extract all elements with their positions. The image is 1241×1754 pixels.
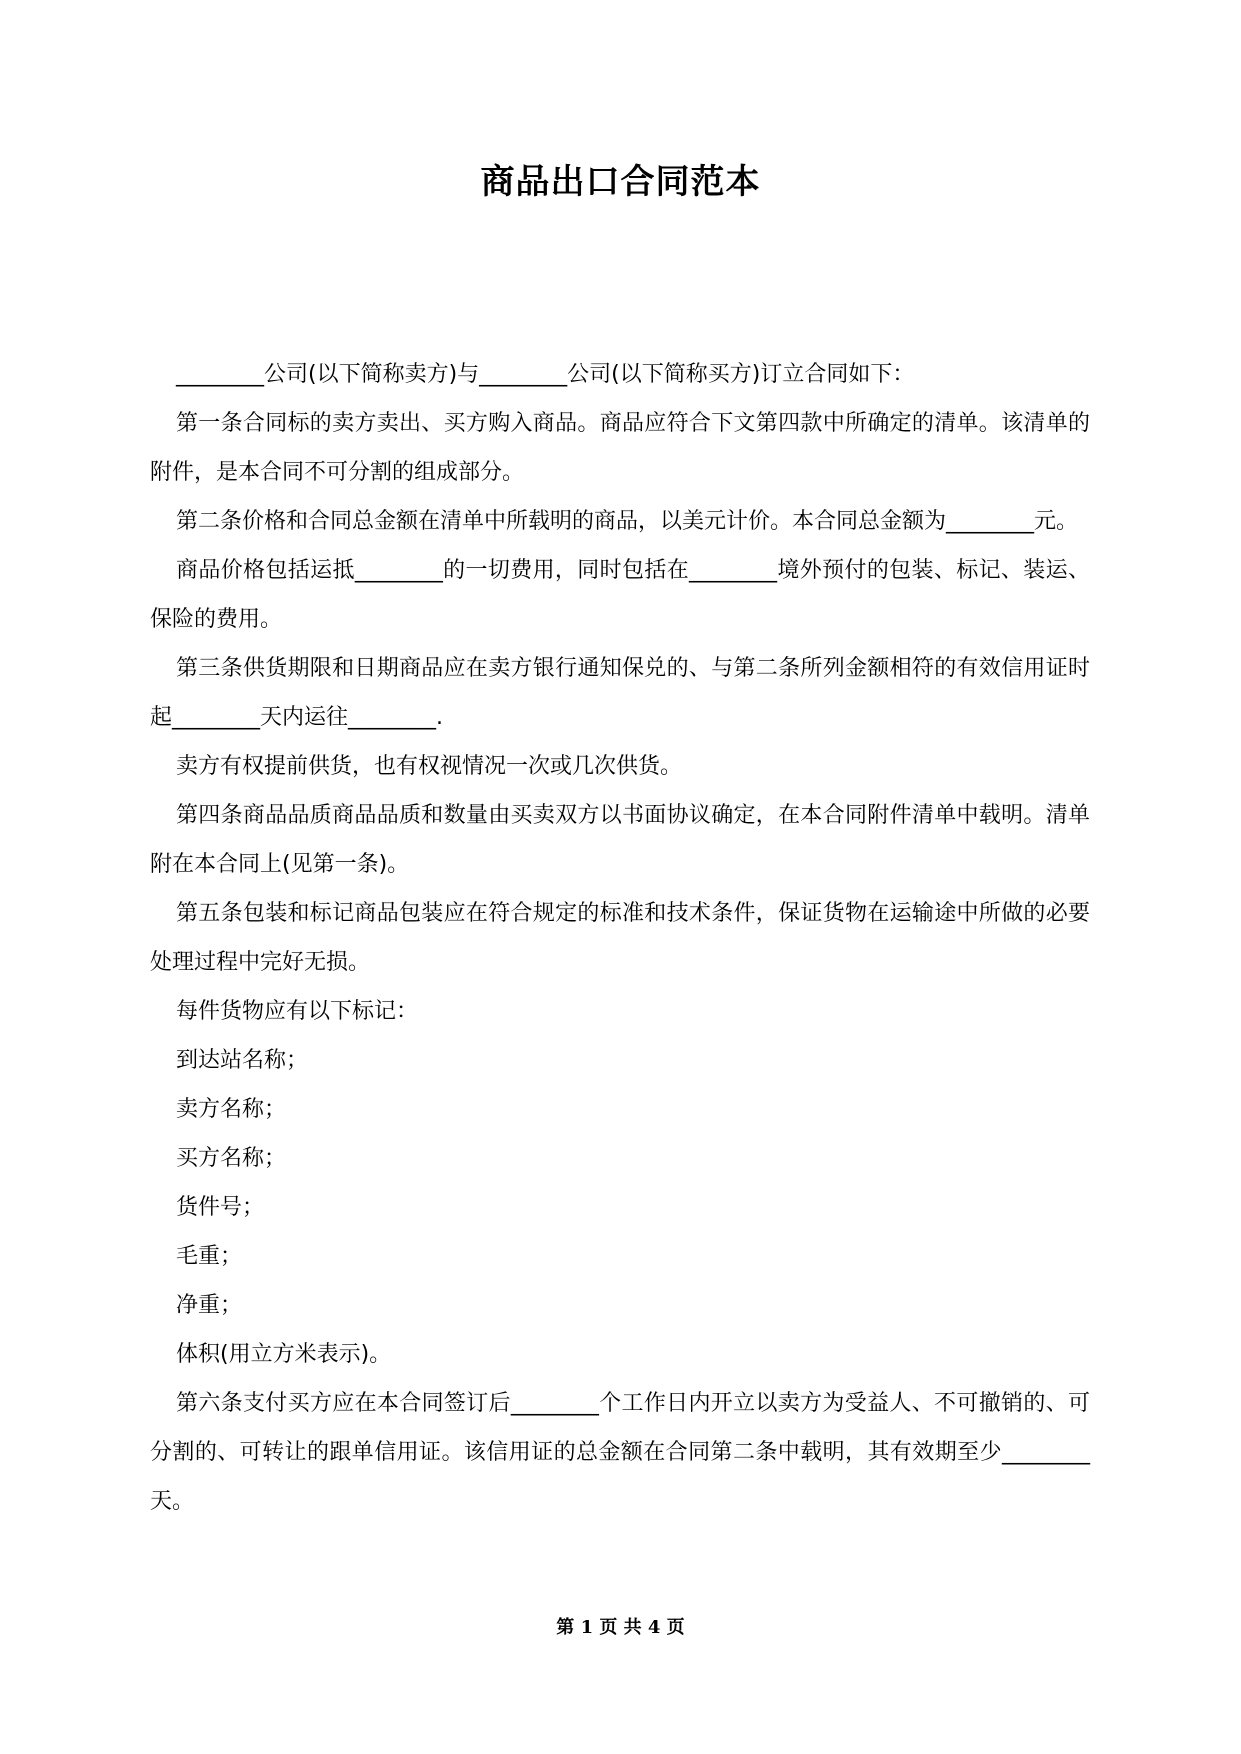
document-title: 商品出口合同范本 [480, 162, 761, 202]
paragraph-marks-intro: 每件货物应有以下标记： [176, 999, 419, 1024]
paragraph-article-1: 第一条合同标的卖方卖出、买方购入商品。商品应符合下文第四款中所确定的清单。该清单的附件，是本合同不可分割的组成部分。 [150, 411, 1090, 485]
page-footer: 第 1 页 共 4 页 [556, 1617, 685, 1638]
paragraph-article-3: 第三条供货期限和日期商品应在卖方银行通知保兑的、与第二条所列金额相符的有效信用证时起________天内运往________. [150, 656, 1090, 730]
paragraph-price-includes: 商品价格包括运抵________的一切费用，同时包括在________境外预付的包装、标记、装运、保险的费用。 [150, 558, 1090, 632]
list-item-package-number: 货件号； [176, 1195, 265, 1220]
paragraph-intro: ________公司(以下简称卖方)与________公司(以下简称买方)订立合同如下： [176, 362, 915, 387]
list-item-destination: 到达站名称； [176, 1048, 309, 1073]
list-item-volume: 体积(用立方米表示)。 [176, 1342, 392, 1367]
list-item-gross-weight: 毛重； [176, 1244, 243, 1269]
list-item-seller-name: 卖方名称； [176, 1097, 287, 1122]
paragraph-early-delivery: 卖方有权提前供货，也有权视情况一次或几次供货。 [176, 754, 683, 779]
paragraph-article-5: 第五条包装和标记商品包装应在符合规定的标准和技术条件，保证货物在运输途中所做的必要处理过程中完好无损。 [150, 901, 1090, 975]
document-body [150, 350, 1090, 1526]
paragraph-article-4: 第四条商品品质商品品质和数量由买卖双方以书面协议确定，在本合同附件清单中载明。清单附在本合同上(见第一条)。 [150, 803, 1090, 877]
list-item-net-weight: 净重； [176, 1293, 243, 1318]
paragraph-article-6: 第六条支付买方应在本合同签订后________个工作日内开立以卖方为受益人、不可撤销的、可分割的、可转让的跟单信用证。该信用证的总金额在合同第二条中载明，其有效期至少________天。 [150, 1391, 1090, 1514]
paragraph-article-2: 第二条价格和合同总金额在清单中所载明的商品，以美元计价。本合同总金额为________元。 [176, 509, 1079, 534]
list-item-buyer-name: 买方名称； [176, 1146, 287, 1171]
